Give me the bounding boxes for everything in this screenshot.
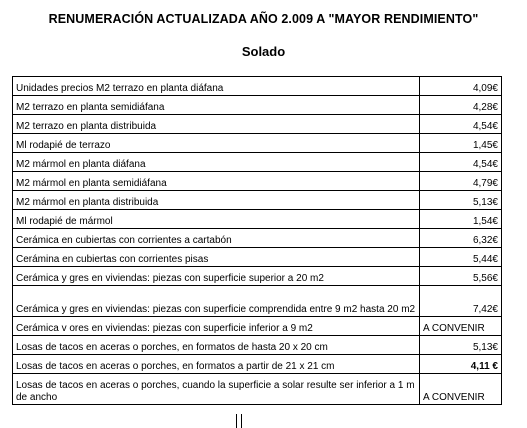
table-row [13, 267, 502, 286]
text-cursor-icon [236, 414, 242, 428]
row-price: 6,32€ [420, 229, 502, 248]
row-price: 4,54€ [420, 153, 502, 172]
row-price: 1,45€ [420, 134, 502, 153]
row-description: Ml rodapié de terrazo [13, 134, 420, 153]
row-description: M2 mármol en planta semidiáfana [13, 172, 420, 191]
row-price: 5,13€ [420, 336, 502, 355]
row-description: Losas de tacos en aceras o porches, en formatos a partir de 21 x 21 cm [13, 355, 420, 374]
row-description: M2 mármol en planta distribuida [13, 191, 420, 210]
table-row [13, 248, 502, 267]
table-row [13, 96, 502, 115]
table-row [13, 134, 502, 153]
row-price: 5,44€ [420, 248, 502, 267]
document-title: RENUMERACIÓN ACTUALIZADA AÑO 2.009 A "MAYOR RENDIMIENTO" [48, 12, 479, 26]
table-row [13, 210, 502, 229]
row-price: 7,42€ [420, 286, 502, 317]
row-price: 1,54€ [420, 210, 502, 229]
price-table [12, 76, 502, 405]
row-price: A CONVENIR [420, 317, 502, 336]
table-row [13, 115, 502, 134]
row-description: Losas de tacos en aceras o porches, cuando la superficie a solar resulte ser inferior a 1 m de ancho [13, 374, 420, 405]
row-price: 5,56€ [420, 267, 502, 286]
table-row [13, 336, 502, 355]
row-description: M2 terrazo en planta distribuida [13, 115, 420, 134]
table-row [13, 229, 502, 248]
row-description: Cerámica y gres en viviendas: piezas con superficie comprendida entre 9 m2 hasta 20 m2 [13, 286, 420, 317]
row-price: 4,11 € [420, 355, 502, 374]
table-row [13, 355, 502, 374]
row-description: M2 mármol en planta diáfana [13, 153, 420, 172]
section-subtitle: Solado [241, 44, 286, 59]
table-row [13, 77, 502, 96]
row-description: Unidades precios M2 terrazo en planta diáfana [13, 77, 420, 96]
row-description: Cerámina en cubiertas con corrientes pisas [13, 248, 420, 267]
row-description: Cerámica en cubiertas con corrientes a cartabón [13, 229, 420, 248]
row-description: Cerámica v ores en viviendas: piezas con superficie inferior a 9 m2 [13, 317, 420, 336]
row-price: 4,28€ [420, 96, 502, 115]
table-row [13, 153, 502, 172]
table-row [13, 191, 502, 210]
row-price: A CONVENIR [420, 374, 502, 405]
table-row [13, 374, 502, 405]
row-description: Losas de tacos en aceras o porches, en formatos de hasta 20 x 20 cm [13, 336, 420, 355]
row-description: M2 terrazo en planta semidiáfana [13, 96, 420, 115]
row-price: 5,13€ [420, 191, 502, 210]
row-description: Ml rodapié de mármol [13, 210, 420, 229]
table-row [13, 317, 502, 336]
table-row [13, 286, 502, 317]
table-row [13, 172, 502, 191]
row-price: 4,79€ [420, 172, 502, 191]
row-price: 4,54€ [420, 115, 502, 134]
row-price: 4,09€ [420, 77, 502, 96]
row-description: Cerámica y gres en viviendas: piezas con superficie superior a 20 m2 [13, 267, 420, 286]
